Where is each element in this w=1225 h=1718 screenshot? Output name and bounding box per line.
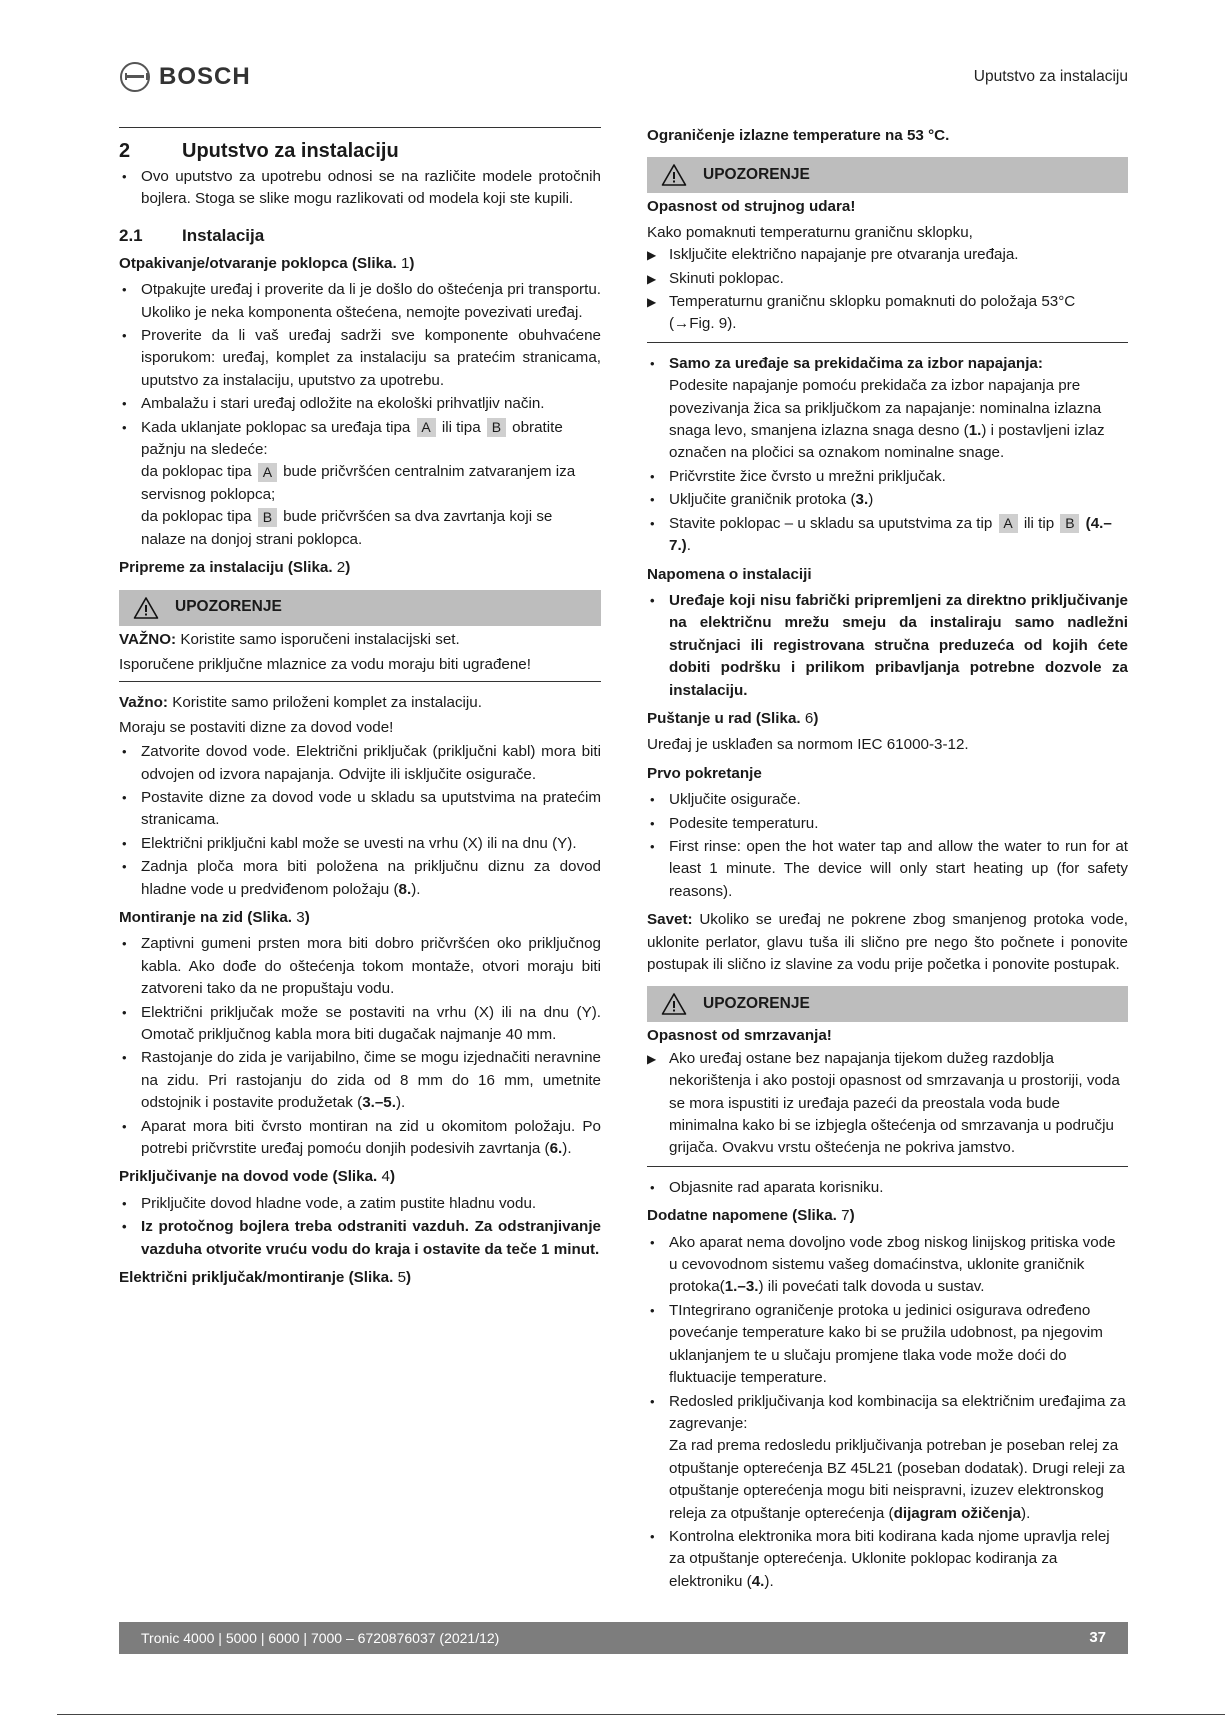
- note-text: Važno: Koristite samo priloženi komplet za instalaciju.: [119, 694, 482, 712]
- warning-triangle-icon: [133, 596, 159, 620]
- warning-text: Isporučene priključne mlaznice za vodu moraju biti ugrađene!: [119, 655, 531, 673]
- explain-list: [647, 1177, 1128, 1199]
- install-note-list: [647, 590, 1128, 702]
- warning-text: VAŽNO: Koristite samo isporučeni instalacijski set.: [119, 630, 460, 648]
- list-item: • Zadnja ploča mora biti položena na priključnu diznu za dovod hladne vode u predviđenom položaju (8.).: [119, 856, 601, 901]
- list-item: • Zaptivni gumeni prsten mora biti dobro pričvršćen oko priključnog kabla. Ako dođe do oštećenja tokom montaže, otvori moraju biti zatvoreni tako da ne propuštaju vodu.: [119, 933, 601, 1000]
- brand-name: BOSCH: [159, 62, 251, 90]
- water-heading: Priključivanje na dovod vode (Slika. 4): [119, 1168, 396, 1186]
- type-a-badge: A: [258, 463, 277, 482]
- list-item: • Kontrolna elektronika mora biti kodirana kada njome upravlja relej za otpuštanje opterećenja. Uklonite poklopac kodiranja za elektroniku (4.).: [647, 1526, 1128, 1593]
- note-text: Moraju se postaviti dizne za dovod vode!: [119, 718, 394, 736]
- list-item: • TIntegrirano ograničenje protoka u jedinici osigurava određeno povećanje temperature kako bi se pružila udobnost, pa njegovim uklanjanjem te u slučaju promjene tlaka vode može doći do fluktuacije temperature.: [647, 1300, 1128, 1390]
- section-number: 2.1: [119, 225, 143, 245]
- list-item: • Iz protočnog bojlera treba odstraniti vazduh. Za odstranjivanje vazduha otvorite vruću vodu do kraja i ostavite da teče 1 minut.: [119, 1216, 601, 1261]
- right-column: [647, 119, 1128, 1594]
- section-title: Instalacija: [182, 225, 265, 245]
- startup-text: Uređaj je usklađen sa normom IEC 61000-3-12.: [647, 736, 969, 754]
- page-footer: [119, 1622, 1128, 1654]
- warning-title: UPOZORENJE: [175, 598, 282, 616]
- section-heading: [119, 225, 601, 247]
- warning-head: Opasnost od strujnog udara!: [647, 198, 856, 216]
- step-item: ▶ Skinuti poklopac.: [647, 268, 1128, 290]
- first-start-heading: Prvo pokretanje: [647, 764, 762, 782]
- list-item: • Kada uklanjate poklopac sa uređaja tipa A ili tipa B obratite pažnju na sledeće: da poklopac tipa A bude pričvršćen centralnim zatvaranjem iza servisnog poklopca; da poklopac tipa B bude pričvršćen sa dva zavrtanja koji se nalaze na donjoj strani poklopca.: [119, 417, 601, 551]
- warning-triangle-icon: [661, 992, 687, 1016]
- water-list: [119, 1193, 601, 1261]
- step-item: ▶ Isključite električno napajanje pre otvaranja uređaja.: [647, 244, 1128, 266]
- temp-limit-heading: Ograničenje izlazne temperature na 53 °C.: [647, 127, 950, 144]
- warning-install-set: [119, 590, 601, 683]
- list-item: • Uključite osigurače.: [647, 789, 1128, 811]
- list-item: • Otpakujte uređaj i proverite da li je došlo do oštećenja pri transportu. Ukoliko je neka komponenta oštećena, nemojte povezivati uređaj.: [119, 279, 601, 324]
- warning-triangle-icon: [661, 163, 687, 187]
- wall-heading: Montiranje na zid (Slika. 3): [119, 908, 310, 926]
- header-title: Uputstvo za instalaciju: [973, 68, 1128, 85]
- warning-steps: [647, 1048, 1128, 1160]
- bosch-armature-icon: [120, 62, 150, 92]
- list-item: • Objasnite rad aparata korisniku.: [647, 1177, 1128, 1199]
- first-start-list: [647, 789, 1128, 903]
- wall-list: [119, 933, 601, 1160]
- list-item: • Uključite graničnik protoka (3.): [647, 489, 1128, 511]
- install-note-heading: Napomena o instalaciji: [647, 565, 812, 583]
- chapter-heading: [119, 138, 601, 164]
- list-item: • Ovo uputstvo za upotrebu odnosi se na različite modele protočnih bojlera. Stoga se slike mogu razlikovati od modela koji ste kupili.: [119, 166, 601, 211]
- intro-list: [119, 166, 601, 211]
- step-item: ▶ Ako uređaj ostane bez napajanja tijekom dužeg razdoblja nekorištenja i ako postoji opasnost od smrzavanja u prostoriji, voda se mora ispustiti iz uređaja pazeći da preostala voda bude minimalna kako bi se izbjegla oštećenja od smrzavanja u području grijača. Ovakvu vrstu oštećenja ne pokriva jamstvo.: [647, 1048, 1128, 1160]
- warning-title: UPOZORENJE: [703, 995, 810, 1013]
- list-item: • Proverite da li vaš uređaj sadrži sve komponente obuhvaćene isporukom: uređaj, komplet za instalaciju sa pratećim stranicama, uputstvo za instalaciju, uputstvo za upotrebu.: [119, 325, 601, 392]
- list-item: • Podesite temperaturu.: [647, 813, 1128, 835]
- tip-text: Savet: Ukoliko se uređaj ne pokrene zbog smanjenog protoka vode, uklonite perlator, glavu tuša ili slično pre nego što počnete i ponovite postupak ili slično iz slavine za vodu prije početka i ponovite postupak.: [647, 911, 1128, 973]
- type-b-badge: B: [487, 418, 506, 437]
- warning-steps: [647, 244, 1128, 336]
- warning-frost: [647, 986, 1128, 1166]
- chapter-number: 2: [119, 140, 131, 162]
- prep-list: [119, 741, 601, 901]
- step-item: ▶ Temperaturnu graničnu sklopku pomaknuti do položaja 53°C (→Fig. 9).: [647, 291, 1128, 336]
- type-a-badge: A: [417, 418, 436, 437]
- warning-bar: [647, 986, 1128, 1022]
- list-item: • Postavite dizne za dovod vode u skladu sa uputstvima na pratećim stranicama.: [119, 787, 601, 832]
- list-item: • Ambalažu i stari uređaj odložite na ekološki prihvatljiv način.: [119, 393, 601, 415]
- list-item: • Električni priključni kabl može se uvesti na vrhu (X) ili na dnu (Y).: [119, 833, 601, 855]
- type-b-badge: B: [258, 508, 277, 527]
- warning-bar: [119, 590, 601, 626]
- list-item: • Redosled priključivanja kod kombinacija sa električnim uređajima za zagrevanje: Za rad prema redosledu priključivanja potreban je poseban relej za otpuštanje opterećenja BZ 45L21 (poseban dodatak). Drugi releji za otpuštanje opterećenja mogu biti neispravni, izuzev elektronskog releja za otpuštanje opterećenja (dijagram ožičenja).: [647, 1391, 1128, 1525]
- warning-head: Opasnost od smrzavanja!: [647, 1027, 832, 1045]
- list-item: • Rastojanje do zida je varijabilno, čime se mogu izjednačiti neravnine na zidu. Pri rastojanju do zida od 8 mm do 16 mm, umetnite odstojnik i postavite produžetak (3.–5.).: [119, 1047, 601, 1114]
- type-a-badge: A: [999, 514, 1018, 533]
- warning-text: Kako pomaknuti temperaturnu graničnu sklopku,: [647, 223, 973, 241]
- list-item: • Pričvrstite žice čvrsto u mrežni priključak.: [647, 466, 1128, 488]
- warning-electric-shock: [647, 157, 1128, 342]
- list-item: • Električni priključak može se postaviti na vrhu (X) ili na dnu (Y). Omotač priključnog kabla mora biti dugačak najmanje 40 mm.: [119, 1002, 601, 1047]
- unpack-heading: Otpakivanje/otvaranje poklopca (Slika. 1): [119, 254, 415, 272]
- list-item: • Samo za uređaje sa prekidačima za izbor napajanja: Podesite napajanje pomoću prekidača za izbor napajanja pre povezivanja žica sa priključkom za napajanje: nominalna izlazna snaga levo, smanjena izlazna snaga desno (1.) i postavljeni izlaz označen na pločici sa oznakom nominalne snage.: [647, 353, 1128, 465]
- footer-doc-info: Tronic 4000 | 5000 | 6000 | 7000 – 6720876037 (2021/12): [141, 1629, 500, 1646]
- list-item: • Zatvorite dovod vode. Električni priključak (priključni kabl) mora biti odvojen od izvora napajanja. Odvijte ili isključite osigurače.: [119, 741, 601, 786]
- type-b-badge: B: [1060, 514, 1079, 533]
- warning-bar: [647, 157, 1128, 193]
- warning-title: UPOZORENJE: [703, 166, 810, 184]
- power-list: [647, 353, 1128, 558]
- bottom-divider: [57, 1714, 1225, 1715]
- startup-heading: Puštanje u rad (Slika. 6): [647, 709, 819, 727]
- page-number: 37: [1089, 1628, 1106, 1646]
- list-item: • Uređaje koji nisu fabrički pripremljeni za direktno priključivanje na električnu mrežu smeju da instaliraju samo nadležni stručnjaci ili registrovana stručna preduzeća od kojih ćete dobiti podršku i prilikom pribavljanja potrebne dozvole za instalaciju.: [647, 590, 1128, 702]
- list-item: • Priključite dovod hladne vode, a zatim pustite hladnu vodu.: [119, 1193, 601, 1215]
- extra-list: [647, 1232, 1128, 1594]
- left-column: [119, 127, 601, 1293]
- unpack-list: [119, 279, 601, 551]
- list-item: • Aparat mora biti čvrsto montiran na zid u okomitom položaju. Po potrebi pričvrstite uređaj pomoću donjih podesivih zavrtanja (6.).: [119, 1116, 601, 1161]
- list-item: • First rinse: open the hot water tap and allow the water to run for at least 1 minute. The device will only start heating up (for safety reasons).: [647, 836, 1128, 903]
- list-item: • Stavite poklopac – u skladu sa uputstvima za tip A ili tip B (4.–7.).: [647, 513, 1128, 558]
- electric-heading: Električni priključak/montiranje (Slika. 5): [119, 1269, 412, 1287]
- prep-heading: Pripreme za instalaciju (Slika. 2): [119, 559, 351, 577]
- bosch-logo: [120, 62, 251, 92]
- chapter-title: Uputstvo za instalaciju: [182, 140, 399, 162]
- extra-heading: Dodatne napomene (Slika. 7): [647, 1207, 855, 1225]
- list-item: • Ako aparat nema dovoljno vode zbog niskog linijskog pritiska vode u cevovodnom sistemu vašeg domaćinstva, uklonite graničnik protoka(1.–3.) ili povećati talk dovoda u sustav.: [647, 1232, 1128, 1299]
